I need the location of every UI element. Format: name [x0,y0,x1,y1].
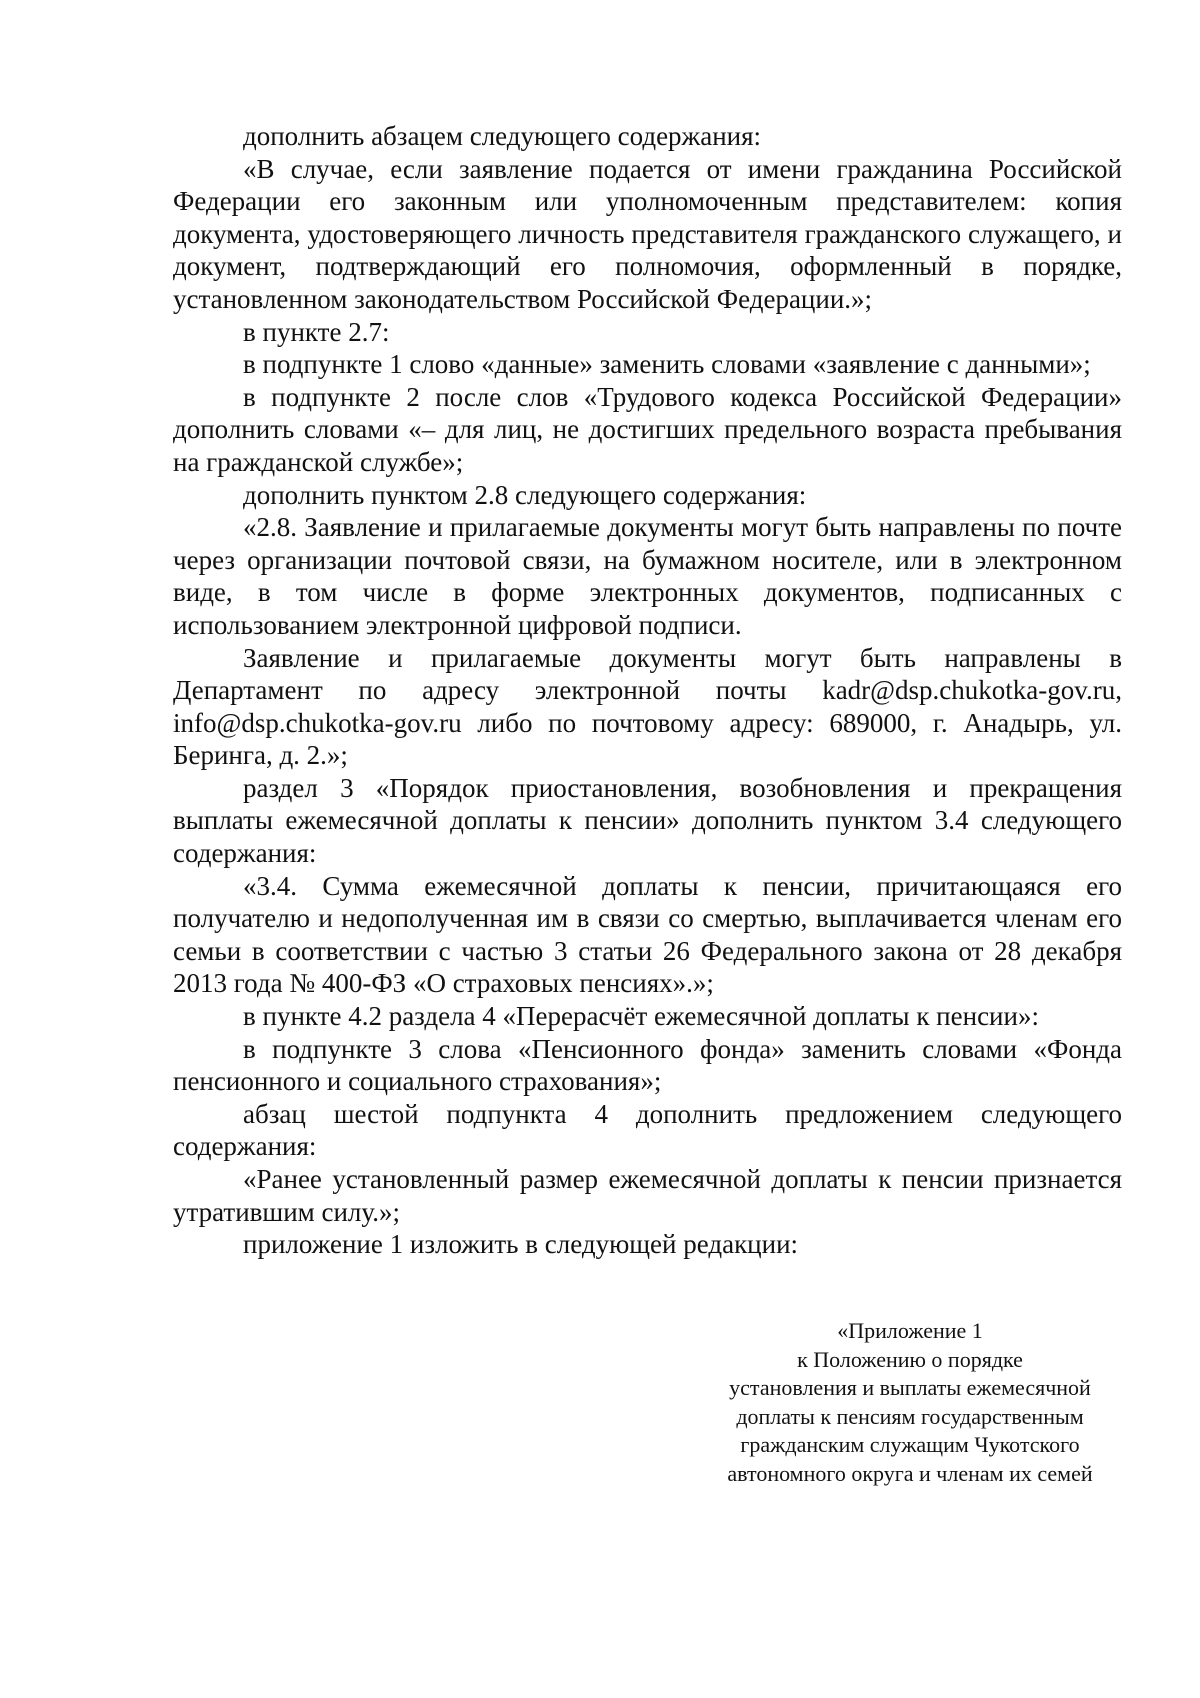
paragraph: дополнить абзацем следующего содержания: [243,121,762,151]
paragraph: раздел 3 «Порядок приостановления, возобновления и прекращения выплаты ежемесячной доплаты к пенсии» дополнить пунктом 3.4 следующего содержания: [173,772,1122,869]
appendix-line: автономного округа и членам их семей [727,1460,1093,1486]
paragraph: абзац шестой подпункта 4 дополнить предложением следующего содержания: [173,1098,1122,1162]
paragraph: дополнить пунктом 2.8 следующего содержания: [243,479,807,510]
paragraph: «В случае, если заявление подается от имени гражданина Российской Федерации его законным или уполномоченным представителем: копия документа, удостоверяющего личность представителя гражданского служащего, и документ, подтверждающий его полномочия, оформленный в порядке, установленном законодательством Российской Федерации.»; [173,153,1122,314]
appendix-line: гражданским служащим Чукотского [740,1432,1080,1457]
appendix-line: «Приложение 1 [837,1318,983,1343]
appendix-line: доплаты к пенсиям государственным [736,1403,1084,1429]
paragraph: в подпункте 1 слово «данные» заменить словами «заявление с данными»; [243,349,1091,380]
document-body [173,120,1122,1261]
paragraph: «2.8. Заявление и прилагаемые документы могут быть направлены по почте через организации почтовой связи, на бумажном носителе, или в электронном виде, в том числе в форме электронных документов, подписанных с использованием электронной цифровой подписи. [173,512,1122,640]
appendix-header [690,1317,1130,1488]
appendix-line: установления и выплаты ежемесячной [729,1375,1091,1400]
paragraph: в подпункте 2 после слов «Трудового кодекса Российской Федерации» дополнить словами «– для лиц, не достигших предельного возраста пребывания на гражданской службе»; [173,381,1122,477]
paragraph: в пункте 2.7: [243,316,390,347]
paragraph: Заявление и прилагаемые документы могут быть направлены в Департамент по адресу электронной почты kadr@dsp.chukotka-gov.ru, info@dsp.chukotka-gov.ru либо по почтовому адресу: 689000, г. Анадырь, ул. Беринга, д. 2.»; [173,642,1122,771]
paragraph: в пункте 4.2 раздела 4 «Перерасчёт ежемесячной доплаты к пенсии»: [243,1001,1039,1032]
paragraph: в подпункте 3 слова «Пенсионного фонда» заменить словами «Фонда пенсионного и социального страхования»; [173,1033,1122,1097]
paragraph: «3.4. Сумма ежемесячной доплаты к пенсии, причитающаяся его получателю и недополученная им в связи со смертью, выплачивается членам его семьи в соответствии с частью 3 статьи 26 Федерального закона от 28 декабря 2013 года № 400-ФЗ «О страховых пенсиях».»; [173,870,1122,999]
paragraph: «Ранее установленный размер ежемесячной доплаты к пенсии признается утратившим силу.»; [173,1164,1122,1227]
paragraph: приложение 1 изложить в следующей редакции: [243,1229,799,1260]
appendix-line: к Положению о порядке [797,1346,1023,1372]
